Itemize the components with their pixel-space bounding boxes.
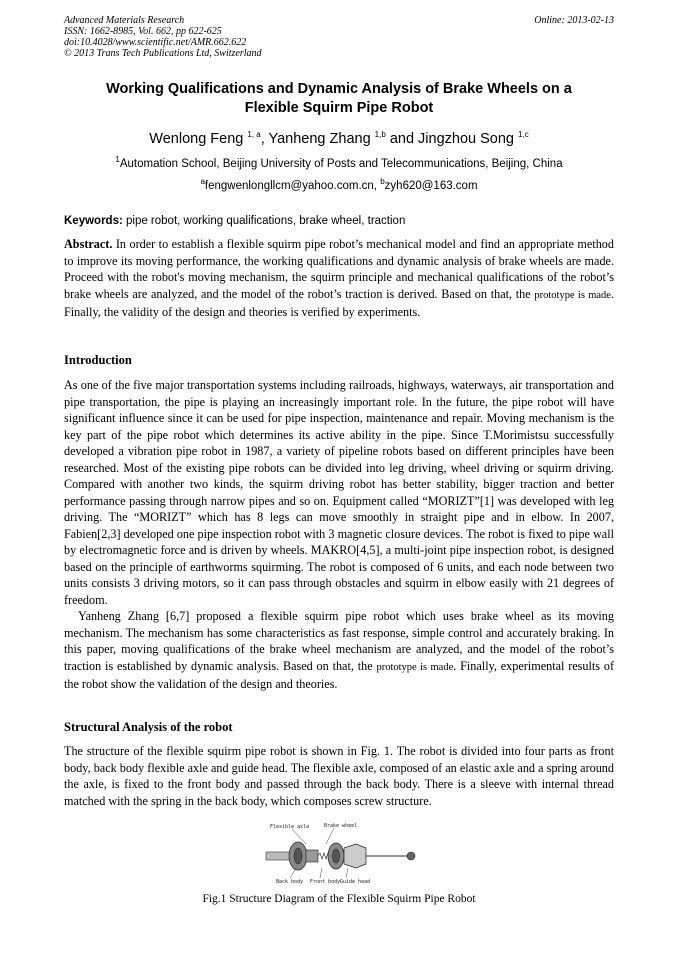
front-wheel-hub (333, 849, 340, 863)
introduction-paragraph-1: As one of the five major transportation systems including railroads, highways, waterways, air transportation and pipe transportation, the pipe is playing an increasingly important role. In the future, the pipe robot will have significant influence since it can be used for pipe inspection, maintenance and repair. Moving mechanism is the key part of the pipe robot which determines its active ability in the pipe. Since T.Morimistsu successfully developed a vibration pipe robot in 1987, a variety of pipeline robots based on different principles have been researched. Most of the existing pipe robots can be divided into leg driving, wheel driving or squirm driving. Compared with another two kinds, the squirm driving robot has better stability, bigger traction and better performance passing through narrow pipes and so on. Equipment called “MORIZT”[1] was developed with leg driving. The “MORIZT” which has 8 legs can move smoothly in straight pipe and in elbow. In 2007, Fabien[2,3] developed one pipe inspection robot with 3 magnetic closure devices. The robot is fixed to pipe wall by electromagnetic force and is driven by wheels. MAKRO[4,5], a multi-joint pipe inspection robot, is designed based on the principle of earthworms squirming. The robot is composed of 6 units, and each node between two units consists 3 driving motors, so it can pass through obstacles and squirm in elbow easily with 21 degrees of freedom. (64, 378, 614, 607)
journal-copyright: © 2013 Trans Tech Publications Ltd, Switzerland (64, 48, 262, 59)
affiliation-text: Automation School, Beijing University of Posts and Telecommunications, Beijing, China (119, 158, 563, 170)
keywords (64, 213, 614, 229)
keywords-label: Keywords: (64, 215, 123, 227)
back-body-block (306, 850, 318, 862)
online-date: Online: 2013-02-13 (534, 15, 614, 26)
title-line-1: Working Qualifications and Dynamic Analysis of Brake Wheels on a (106, 81, 572, 97)
journal-doi: doi:10.4028/www.scientific.net/AMR.662.622 (64, 37, 247, 48)
email-2: zyh620@163.com (384, 180, 478, 192)
keywords-text: pipe robot, working qualifications, brake wheel, traction (122, 215, 406, 227)
back-wheel-hub (294, 848, 302, 864)
author-1: Wenlong Feng (149, 131, 248, 147)
author-emails (64, 178, 614, 194)
author-3: and Jingzhou Song (385, 131, 519, 147)
author-list (64, 130, 614, 148)
journal-name: Advanced Materials Research (64, 15, 185, 26)
structural-heading: Structural Analysis of the robot (64, 720, 233, 734)
intro-p2-text-b: . Finally, experimental results of the robot show the validation of the design and theories. (64, 658, 615, 691)
author-1-sup: 1, a (247, 130, 261, 140)
leader-line (320, 868, 322, 878)
structural-body: The structure of the flexible squirm pipe robot is shown in Fig. 1. The robot is divided into four parts as front body, back body flexible axle and guide head. The flexible axle, composed of an elastic axle and a spring around the axle, is fixed to the front body and passed through the back body. There is a sleeve with internal thread matched with the spring in the back body, which composes screw structure. (64, 744, 614, 808)
intro-p2-text-a: Yanheng Zhang [6,7] proposed a flexible squirm pipe robot which uses brake wheel as its moving mechanism. The mechanism has some characteristics as fast response, simple control and accurately braking. In this paper, moving qualifications of the brake wheel mechanism are analyzed, and the model of the robot’s traction is established by dynamic analysis. Based on that, the (64, 609, 614, 673)
paper-title (64, 80, 614, 118)
leader-line (326, 828, 334, 844)
label-flexible-axle: Flexible axle (270, 824, 310, 830)
affiliation-sup: 1 (115, 155, 120, 165)
abstract-text-a: In order to establish a flexible squirm pipe robot’s mechanical model and find an appropriate method to improve its moving performance, the working qualifications and dynamic analysis of brake wheels are made. Proceed with the robot's moving mechanism, the squirm principle and mechanical qualifications of the robot’s brake wheels are analyzed, and the model of the robot’s traction is derived. Based on that, the (64, 237, 614, 301)
robot-structure-figure (262, 820, 422, 892)
introduction-body (64, 377, 614, 693)
journal-issn: ISSN: 1662-8985, Vol. 662, pp 622-625 (64, 26, 222, 37)
label-guide-head: Guide head (340, 879, 371, 885)
label-brake-wheel: Brake wheel (324, 823, 358, 829)
label-front-body: Front body (310, 879, 341, 885)
front-body-shell (344, 844, 366, 868)
title-line-2: Flexible Squirm Pipe Robot (244, 100, 434, 116)
figure-caption: Fig.1 Structure Diagram of the Flexible Squirm Pipe Robot (202, 893, 476, 905)
guide-head (407, 852, 415, 860)
email-1-sup: a (200, 177, 205, 187)
back-body-rear-shaft (266, 852, 292, 860)
intro-p2-text-small: prototype is made (376, 661, 454, 673)
author-3-sup: 1,c (518, 130, 529, 140)
author-2: , Yanheng Zhang (260, 131, 375, 147)
label-back-body: Back body (276, 879, 304, 885)
introduction-heading: Introduction (64, 353, 132, 367)
email-2-sup: b (380, 177, 385, 187)
introduction-paragraph-2 (64, 608, 614, 693)
abstract-text-b: . Finally, the validity of the design and theories is verified by experiments. (64, 286, 615, 319)
affiliation (64, 156, 614, 172)
author-2-sup: 1,b (374, 130, 386, 140)
leader-line (346, 868, 348, 878)
abstract (64, 236, 614, 321)
email-1: fengwenlongllcm@yahoo.com.cn, (204, 180, 381, 192)
abstract-label: Abstract. (64, 237, 113, 251)
journal-header (64, 15, 262, 59)
abstract-text-small: prototype is made (534, 289, 611, 301)
